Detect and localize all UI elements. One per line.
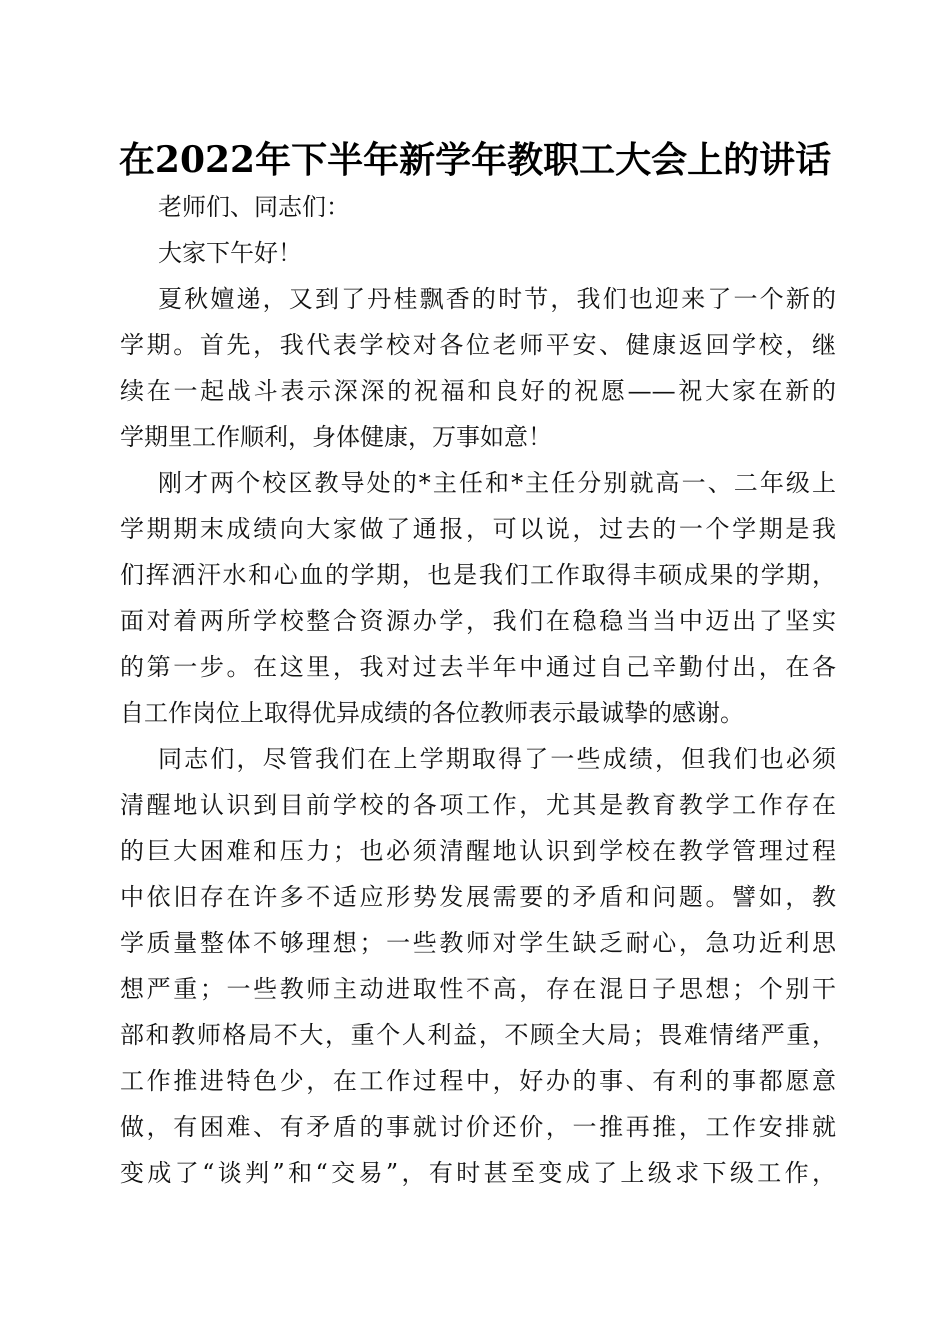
paragraph-line: 刚才两个校区教导处的*主任和*主任分别就高一、二年级上 xyxy=(158,469,836,497)
paragraph-line: 自工作岗位上取得优异成绩的各位教师表示最诚挚的感谢。 xyxy=(120,699,744,727)
paragraph-line: 做，有困难、有矛盾的事就讨价还价，一推再推，工作安排就 xyxy=(120,1113,836,1141)
paragraph-line: 夏秋嬗递，又到了丹桂飘香的时节，我们也迎来了一个新的 xyxy=(158,285,836,313)
paragraph-line: 变成了“谈判”和“交易”，有时甚至变成了上级求下级工作， xyxy=(120,1159,836,1187)
paragraph-line: 部和教师格局不大，重个人利益，不顾全大局；畏难情绪严重， xyxy=(120,1021,836,1049)
paragraph-line: 续在一起战斗表示深深的祝福和良好的祝愿——祝大家在新的 xyxy=(120,377,836,405)
paragraph-line: 学质量整体不够理想；一些教师对学生缺乏耐心，急功近利思 xyxy=(120,929,836,957)
greeting-line: 大家下午好！ xyxy=(158,239,302,267)
paragraph-line: 清醒地认识到目前学校的各项工作，尤其是教育教学工作存在 xyxy=(120,791,836,819)
salutation-line: 老师们、同志们： xyxy=(158,193,350,221)
paragraph-line: 学期里工作顺利，身体健康，万事如意！ xyxy=(120,423,552,451)
paragraph-line: 工作推进特色少，在工作过程中，好办的事、有利的事都愿意 xyxy=(120,1067,836,1095)
paragraph-line: 学期。首先，我代表学校对各位老师平安、健康返回学校，继 xyxy=(120,331,836,359)
paragraph-line: 中依旧存在许多不适应形势发展需要的矛盾和问题。譬如，教 xyxy=(120,883,836,911)
document-body xyxy=(120,184,836,1196)
paragraph-line: 的巨大困难和压力；也必须清醒地认识到学校在教学管理过程 xyxy=(120,837,836,865)
paragraph-line: 同志们，尽管我们在上学期取得了一些成绩，但我们也必须 xyxy=(158,745,836,773)
paragraph-line: 的第一步。在这里，我对过去半年中通过自己辛勤付出，在各 xyxy=(120,653,836,681)
paragraph-line: 们挥洒汗水和心血的学期，也是我们工作取得丰硕成果的学期， xyxy=(120,561,836,589)
paragraph-line: 面对着两所学校整合资源办学，我们在稳稳当当中迈出了坚实 xyxy=(120,607,836,635)
paragraph-line: 想严重；一些教师主动进取性不高，存在混日子思想；个别干 xyxy=(120,975,836,1003)
document-title: 在2022年下半年新学年教职工大会上的讲话 xyxy=(118,139,832,181)
paragraph-line: 学期期末成绩向大家做了通报，可以说，过去的一个学期是我 xyxy=(120,515,836,543)
